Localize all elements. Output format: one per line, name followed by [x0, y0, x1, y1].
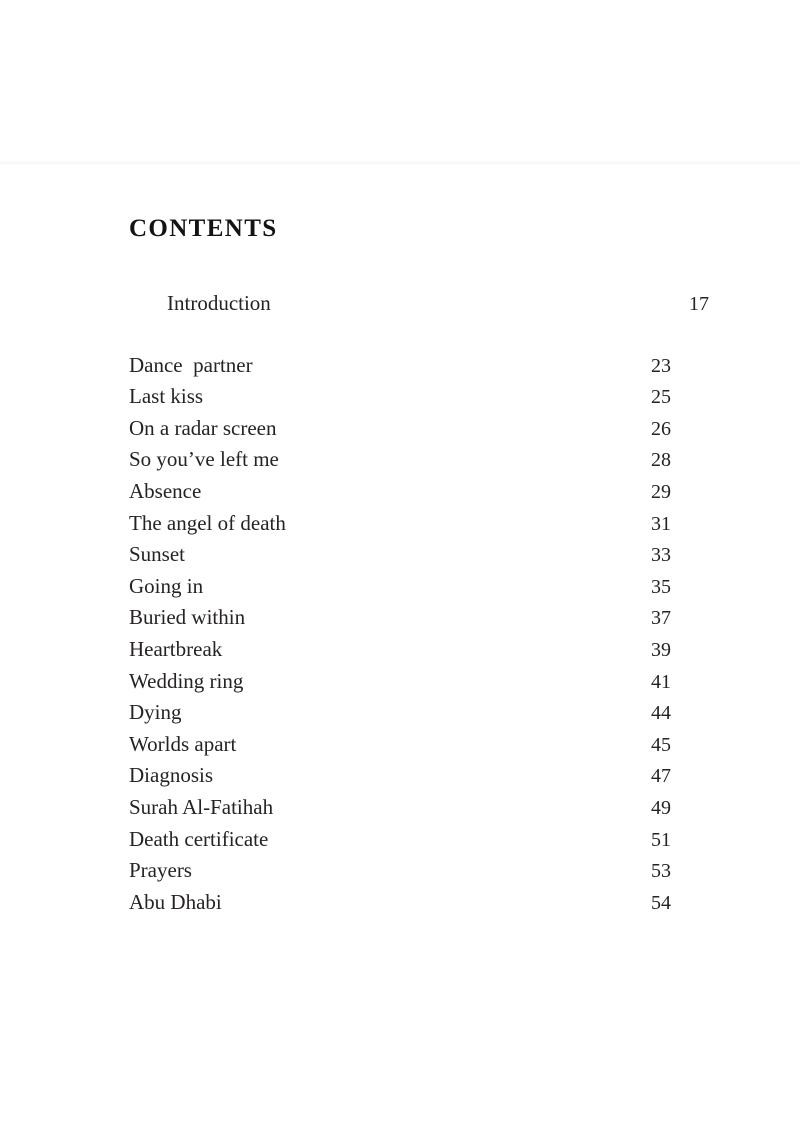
toc-entry-title: Sunset	[129, 542, 186, 567]
toc-entry-wedding-ring[interactable]	[129, 666, 671, 698]
toc-entry-title: Last kiss	[129, 384, 204, 409]
toc-entry-title: Introduction	[167, 291, 271, 315]
toc-entry-diagnosis[interactable]	[129, 760, 671, 792]
table-of-contents	[129, 215, 709, 918]
toc-entry-last-kiss[interactable]	[129, 381, 671, 413]
toc-entry-worlds-apart[interactable]	[129, 729, 671, 761]
toc-entry-so-youve-left-me[interactable]	[129, 444, 671, 476]
toc-entry-title: Buried within	[129, 605, 246, 630]
toc-entry-title: On a radar screen	[129, 415, 277, 440]
toc-entry-page-number: 51	[651, 828, 671, 851]
toc-entry-page-number: 45	[651, 733, 671, 756]
toc-entry-absence[interactable]	[129, 476, 671, 508]
toc-entry-title: Heartbreak	[129, 636, 223, 661]
toc-entry-title: Abu Dhabi	[129, 889, 222, 914]
toc-entry-abu-dhabi[interactable]	[129, 887, 671, 919]
toc-entry-buried-within[interactable]	[129, 602, 671, 634]
toc-entry-title: Going in	[129, 573, 204, 598]
toc-entry-dance-partner[interactable]	[129, 350, 671, 382]
toc-entry-on-a-radar-screen[interactable]	[129, 413, 671, 445]
toc-entry-page-number: 26	[651, 417, 671, 440]
toc-entry-title: Dying	[129, 700, 182, 725]
toc-entry-page-number: 33	[651, 544, 671, 567]
toc-entry-page-number: 49	[651, 796, 671, 819]
toc-entry-title: The angel of death	[129, 510, 286, 535]
toc-entry-page-number: 25	[651, 386, 671, 409]
toc-entry-page-number: 47	[651, 765, 671, 788]
toc-entry-title: So you’ve left me	[129, 447, 279, 472]
toc-entry-list	[129, 350, 671, 919]
toc-entry-introduction[interactable]	[167, 288, 709, 320]
page-title: CONTENTS	[129, 215, 278, 242]
toc-entry-page-number: 39	[651, 638, 671, 661]
toc-entry-page-number: 53	[651, 860, 671, 883]
toc-entry-title: Surah Al-Fatihah	[129, 794, 274, 819]
toc-entry-title: Wedding ring	[129, 668, 244, 693]
toc-entry-title: Diagnosis	[129, 763, 213, 788]
toc-entry-dying[interactable]	[129, 697, 671, 729]
toc-entry-page-number: 41	[651, 670, 671, 693]
toc-entry-page-number: 37	[651, 607, 671, 630]
toc-entry-title: Worlds apart	[129, 731, 237, 756]
toc-entry-page-number: 29	[651, 480, 671, 503]
toc-entry-title: Death certificate	[129, 826, 269, 851]
toc-entry-page-number: 23	[651, 354, 671, 377]
toc-entry-page-number: 17	[689, 293, 709, 315]
toc-entry-page-number: 28	[651, 449, 671, 472]
toc-entry-page-number: 54	[651, 891, 671, 914]
toc-entry-page-number: 44	[651, 702, 671, 725]
toc-entry-page-number: 31	[651, 512, 671, 535]
toc-entry-the-angel-of-death[interactable]	[129, 508, 671, 540]
toc-entry-prayers[interactable]	[129, 855, 671, 887]
toc-entry-surah-al-fatihah[interactable]	[129, 792, 671, 824]
scan-band-artifact	[0, 161, 800, 165]
toc-entry-title: Prayers	[129, 858, 192, 883]
toc-front-matter-list	[129, 288, 709, 320]
toc-entry-going-in[interactable]	[129, 571, 671, 603]
toc-entry-page-number: 35	[651, 575, 671, 598]
toc-entry-title: Absence	[129, 478, 202, 503]
toc-entry-death-certificate[interactable]	[129, 824, 671, 856]
toc-entry-title: Dance partner	[129, 352, 253, 377]
toc-entry-heartbreak[interactable]	[129, 634, 671, 666]
toc-entry-sunset[interactable]	[129, 539, 671, 571]
